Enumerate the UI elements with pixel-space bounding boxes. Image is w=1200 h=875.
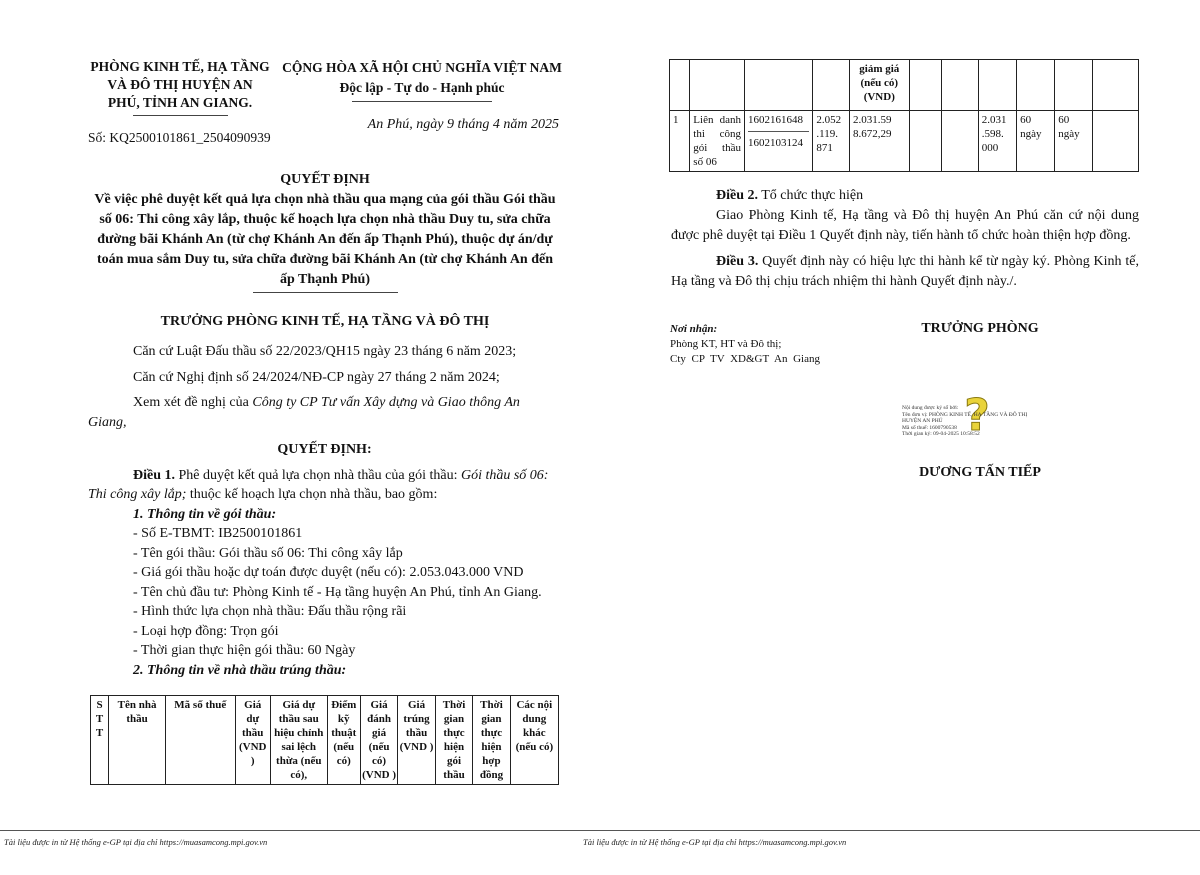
svg-text:?: ? [964, 390, 990, 438]
tax-code-1: 1602161648 [747, 114, 803, 126]
article-2-text: Giao Phòng Kinh tế, Hạ tầng và Đô thị huyện An Phú căn cứ nội dung được phê duyệt tại Điều 1 Quyết định này, tiến hành tổ chức hoàn thiện hợp đồng. [671, 208, 1139, 243]
article-1-tail: thuộc kế hoạch lựa chọn nhà thầu, bao gồm: [186, 487, 438, 502]
national-header [277, 58, 567, 102]
section-1-heading: 1. Thông tin về gói thầu: [133, 506, 277, 522]
legal-basis-1: Căn cứ Luật Đấu thầu số 22/2023/QH15 ngày 23 tháng 6 năm 2023; [133, 344, 517, 359]
col-tech-score: Điểm kỹ thuật (nếu có) [327, 696, 360, 785]
signer-name: DƯƠNG TẤN TIẾP [919, 465, 1041, 480]
col-bid-price: Giá dự thầu (VND ) [235, 696, 270, 785]
article-2-title: Tổ chức thực hiện [758, 188, 864, 203]
col-winning-price: Giá trúng thầu (VND ) [398, 696, 435, 785]
decision-title: QUYẾT ĐỊNH [280, 172, 370, 187]
footer-note-left: Tài liệu được in từ Hệ thống e-GP tại địa chỉ https://muasamcong.mpi.gov.vn [4, 837, 268, 847]
proposal-consideration [88, 393, 561, 432]
cell-adjusted-price: 2.031.59 8.672,29 [849, 111, 909, 172]
article-2-heading [671, 186, 1139, 206]
proposal-company: Công ty CP Tư vấn Xây dựng và Giao thông An Giang, [88, 395, 520, 430]
national-title: CỘNG HÒA XÃ HỘI CHỦ NGHĨA VIỆT NAM [282, 60, 562, 75]
signer-role-heading: TRƯỞNG PHÒNG KINH TẾ, HẠ TẦNG VÀ ĐÔ THỊ [160, 314, 490, 329]
col-contract-duration: Thời gian thực hiện hợp đồng [473, 696, 510, 785]
col-other: Các nội dung khác (nếu có) [510, 696, 558, 785]
table-header-row [91, 696, 559, 785]
agency-line-2: VÀ ĐÔ THỊ HUYỆN AN [107, 77, 253, 92]
agency-line-1: PHÒNG KINH TẾ, HẠ TẦNG [90, 59, 270, 74]
cell-tech-score [909, 111, 942, 172]
seal-line: HUYỆN AN PHÚ [902, 418, 943, 424]
package-info-item: - Thời gian thực hiện gói thầu: 60 Ngày [133, 643, 356, 658]
package-info-item: - Số E-TBMT: IB2500101861 [133, 526, 303, 541]
package-info-item: - Tên chủ đầu tư: Phòng Kinh tế - Hạ tầng huyện An Phú, tỉnh An Giang. [133, 584, 542, 600]
footer-divider [0, 830, 1200, 831]
national-motto: Độc lập - Tự do - Hạnh phúc [339, 80, 505, 95]
seal-line: Nội dung được ký số bởi: [902, 405, 959, 411]
article-2-label: Điều 2. [716, 188, 758, 203]
recipient-item: Phòng KT, HT và Đô thị; [670, 338, 782, 350]
articles-2-3 [671, 186, 1139, 292]
col-package-duration: Thời gian thực hiện gói thầu [435, 696, 472, 785]
table-header-cont-row [670, 60, 1139, 111]
package-info-item: - Loại hợp đồng: Trọn gói [133, 623, 279, 639]
issuing-agency [85, 58, 275, 116]
cell-bid-price: 2.052 .119. 871 [813, 111, 850, 172]
col-tax-code: Mã số thuế [165, 696, 235, 785]
footer-note-right: Tài liệu được in từ Hệ thống e-GP tại địa chỉ https://muasamcong.mpi.gov.vn [583, 837, 847, 847]
article-1-label: Điều 1. [133, 467, 175, 483]
decision-body [88, 342, 561, 680]
article-3 [671, 252, 1139, 292]
decision-title-block [85, 170, 565, 293]
title-divider [253, 292, 398, 293]
cell-tax-codes [744, 111, 812, 172]
cell-package-duration: 60 ngày [1017, 111, 1055, 172]
package-info-item: - Giá gói thầu hoặc dự toán được duyệt (nếu có): 2.053.043.000 VND [133, 565, 524, 580]
cell-winning-price: 2.031 .598. 000 [978, 111, 1016, 172]
document-number: Số: KQ2500101861_2504090939 [88, 130, 271, 145]
col-adjusted-price: Giá dự thầu sau hiệu chỉnh sai lệch thừa (nếu có), [270, 696, 327, 785]
col-adjusted-price-cont: giảm giá (nếu có) (VND) [849, 60, 909, 111]
agency-underline [133, 115, 228, 116]
article-1-text: Phê duyệt kết quả lựa chọn nhà thầu của gói thầu: [175, 467, 461, 483]
signature-title: TRƯỞNG PHÒNG [921, 321, 1039, 336]
seal-line: Thời gian ký: 09-04-2025 10:58:52 [902, 431, 980, 437]
package-info-item: - Hình thức lựa chọn nhà thầu: Đấu thầu rộng rãi [133, 604, 407, 619]
article-1 [88, 466, 561, 505]
cell-contract-duration: 60 ngày [1055, 111, 1093, 172]
article-1-package: Gói thầu số 06: Thi công xây lắp; [88, 467, 549, 502]
cell-stt: 1 [670, 111, 690, 172]
col-stt: S T T [91, 696, 109, 785]
proposal-prefix: Xem xét đề nghị của [133, 395, 253, 410]
col-eval-price: Giá đánh giá (nếu có) (VND ) [360, 696, 397, 785]
tax-code-2: 1602103124 [747, 137, 803, 149]
recipients-block [670, 322, 820, 367]
table-row [670, 111, 1139, 172]
seal-line: Mã số thuế: 1600790538 [902, 424, 957, 431]
recipient-item: Cty CP TV XD&GT An Giang [670, 353, 820, 365]
package-info-item: - Tên gói thầu: Gói thầu số 06: Thi công xây lắp [133, 545, 403, 561]
motto-underline [352, 101, 492, 102]
article-3-text: Quyết định này có hiệu lực thi hành kể từ ngày ký. Phòng Kinh tế, Hạ tầng và Đô thị chịu trách nhiệm thi hành Quyết định này./. [671, 254, 1139, 289]
recipients-label: Nơi nhận: [670, 323, 718, 335]
decides-heading: QUYẾT ĐỊNH: [277, 442, 372, 457]
digital-signature-info [902, 405, 1062, 438]
cell-contractor-name: Liên danh thi công gói thầu số 06 [690, 111, 745, 172]
cell-other [1093, 111, 1139, 172]
section-2-heading: 2. Thông tin về nhà thầu trúng thầu: [133, 662, 347, 678]
col-contractor-name: Tên nhà thầu [109, 696, 166, 785]
seal-line: Tên đơn vị: PHÒNG KINH TẾ, HẠ TẦNG VÀ ĐÔ THỊ [902, 411, 1028, 418]
agency-line-3: PHÚ, TỈNH AN GIANG. [107, 95, 253, 110]
decision-subtitle: Về việc phê duyệt kết quả lựa chọn nhà thầu qua mạng của gói thầu Gói thầu số 06: Thi công xây lắp, thuộc kế hoạch lựa chọn nhà thầu Duy tu, sửa chữa đường bãi Khánh An (từ chợ Khánh An đến ấp Thạnh Phú), thuộc dự án/dự toán mua sắm Duy tu, sửa chữa đường bãi Khánh An (từ chợ Khánh An đến ấp Thạnh Phú) [94, 192, 556, 287]
document-date: An Phú, ngày 9 tháng 4 năm 2025 [367, 117, 559, 132]
cell-eval-price [942, 111, 978, 172]
winner-table-header [90, 695, 559, 785]
winner-table-continued [669, 59, 1139, 172]
legal-basis-2: Căn cứ Nghị định số 24/2024/NĐ-CP ngày 27 tháng 2 năm 2024; [133, 369, 500, 385]
article-3-label: Điều 3. [716, 254, 759, 269]
